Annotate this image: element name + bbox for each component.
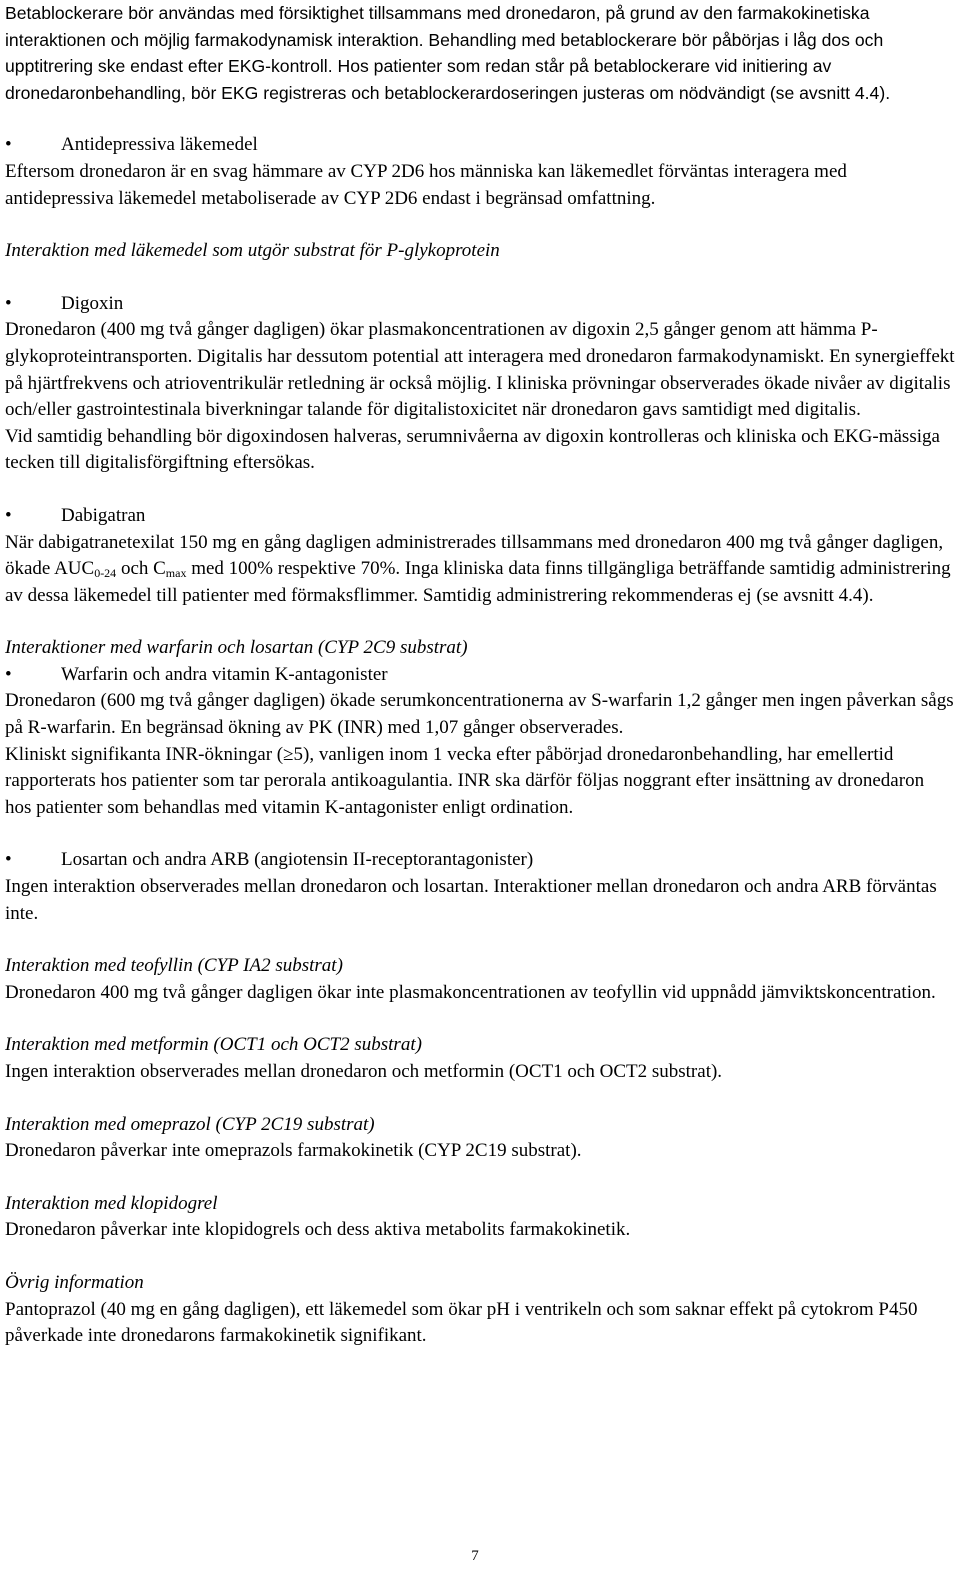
- page-number: 7: [471, 1548, 479, 1564]
- bullet-title-losartan: Losartan och andra ARB (angiotensin II-receptorantagonister): [61, 849, 534, 871]
- losartan-paragraph: Ingen interaktion observerades mellan dronedaron och losartan. Interaktioner mellan dronedaron och andra ARB förväntas inte.: [5, 876, 937, 924]
- bullet-icon: •: [5, 504, 12, 526]
- dabigatran-text-b: och C: [116, 558, 166, 580]
- digoxin-text-1: Dronedaron (400 mg två gånger dagligen) ökar plasmakoncentrationen av digoxin 2,5 gånger genom att hämma P-glykoproteintransporten.: [5, 319, 878, 367]
- bullet-icon: •: [5, 849, 12, 871]
- intro-text: Betablockerare bör användas med försiktighet tillsammans med dronedaron, på grund av den farmakokinetiska interaktionen och möjlig farmakodynamisk interaktion. Behandling med betablockerare bör påbörjas i låg dos och upptitrering ske endast efter EKG-kontroll. Hos patienter som redan står på betablockerare vid initiering av dronedaronbehandling, bör EKG registreras och betablockerardoseringen justeras om nödvändigt (se avsnitt 4.4).: [5, 3, 891, 103]
- section-heading-ovrig: Övrig information: [5, 1271, 144, 1293]
- bullet-icon: •: [5, 292, 12, 314]
- digoxin-paragraph-2: Vid samtidig behandling bör digoxindosen halveras, serumnivåerna av digoxin kontrolleras och kliniska och EKG-mässiga tecken till digitalisförgiftning eftersökas.: [5, 425, 940, 474]
- section-heading-pgp: Interaktion med läkemedel som utgör substrat för P-glykoprotein: [5, 240, 500, 262]
- ge-symbol: ≥: [283, 743, 294, 765]
- section-heading-cyp2c9: Interaktioner med warfarin och losartan (CYP 2C9 substrat): [5, 637, 468, 659]
- bullet-title-antidepressiva: Antidepressiva läkemedel: [61, 134, 258, 156]
- section-heading-klopidogrel: Interaktion med klopidogrel: [5, 1192, 218, 1214]
- ovrig-paragraph: Pantoprazol (40 mg en gång dagligen), ett läkemedel som ökar pH i ventrikeln och som saknar effekt på cytokrom P450 påverkade inte dronedarons farmakokinetik signifikant.: [5, 1298, 918, 1347]
- bullet-title-dabigatran: Dabigatran: [61, 504, 146, 526]
- teofyllin-paragraph: Dronedaron 400 mg två gånger dagligen ökar inte plasmakoncentrationen av teofyllin vid uppnådd jämviktskoncentration.: [5, 981, 936, 1003]
- auc-subscript: 0-24: [94, 566, 117, 581]
- dabigatran-text-c: med 100% respektive 70%.: [186, 558, 401, 580]
- warfarin-paragraph: Dronedaron (600 mg två gånger dagligen) ökade serumkoncentrationerna av S-warfarin 1,2 gånger men ingen påverkan sågs på R-warfarin. En begränsad ökning av PK (INR) med 1,07 gånger observerades.: [5, 690, 954, 739]
- warfarin-text-2a: Kliniskt signifikanta INR-ökningar (: [5, 743, 284, 765]
- warfarin-paragraph-2: [5, 742, 955, 822]
- antidepressiva-paragraph: Eftersom dronedaron är en svag hämmare av CYP 2D6 hos människa kan läkemedlet förväntas interagera med antidepressiva läkemedel metaboliserade av CYP 2D6 endast i begränsad omfattning.: [5, 160, 847, 209]
- document-page: [5, 0, 955, 1350]
- section-heading-metformin: Interaktion med metformin (OCT1 och OCT2 substrat): [5, 1034, 422, 1056]
- intro-paragraph: [5, 0, 955, 106]
- bullet-title-warfarin: Warfarin och andra vitamin K-antagonister: [61, 663, 388, 685]
- dabigatran-paragraph: [5, 530, 955, 610]
- bullet-losartan: [5, 847, 955, 874]
- dabigatran-text-a: När dabigatranetexilat 150 mg en gång dagligen administrerades tillsammans med dronedaron 400 mg två gånger dagligen, ökade AUC: [5, 531, 944, 580]
- bullet-warfarin: [5, 662, 955, 689]
- section-heading-teofyllin: Interaktion med teofyllin (CYP IA2 substrat): [5, 955, 343, 977]
- bullet-icon: •: [5, 663, 12, 685]
- bullet-digoxin: [5, 291, 955, 318]
- bullet-dabigatran: [5, 503, 955, 530]
- cmax-subscript: max: [165, 566, 187, 581]
- section-heading-omeprazol: Interaktion med omeprazol (CYP 2C19 substrat): [5, 1113, 375, 1135]
- metformin-paragraph: Ingen interaktion observerades mellan dronedaron och metformin (OCT1 och OCT2 substrat).: [5, 1061, 723, 1082]
- dabigatran-text-d: Inga kliniska data finns tillgängliga beträffande samtidig administrering av dessa läkemedel till patienter med förmaksflimmer. Samtidig administrering rekommenderas ej (se avsnitt 4.4).: [5, 558, 951, 606]
- bullet-title-digoxin: Digoxin: [61, 292, 124, 314]
- klopidogrel-paragraph: Dronedaron påverkar inte klopidogrels och dess aktiva metabolits farmakokinetik.: [5, 1219, 631, 1241]
- bullet-icon: •: [5, 134, 12, 156]
- warfarin-text-2b: 5), vanligen inom 1 vecka efter påbörjad dronedaronbehandling, har emellertid rapporterats hos patienter som tar perorala antikoagulantia. INR ska därför följas noggrant efter insättning av dronedaron hos patienter som behandlas med vitamin K-antagonister enligt ordination.: [5, 743, 925, 818]
- digoxin-text-2: Digitalis har dessutom potential att interagera med dronedaron farmakodynamiskt. En synergieffekt på hjärtfrekvens och atrioventrikulär retledning är också möjlig. I kliniska prövningar observerades ökade nivåer av digitalis och/eller gastrointestinala biverkningar talande för digitalistoxicitet när dronedaron gavs samtidigt med digitalis.: [5, 345, 955, 421]
- omeprazol-paragraph: Dronedaron påverkar inte omeprazols farmakokinetik (CYP 2C19 substrat).: [5, 1140, 582, 1162]
- bullet-antidepressiva: [5, 132, 955, 159]
- digoxin-paragraph: [5, 317, 955, 423]
